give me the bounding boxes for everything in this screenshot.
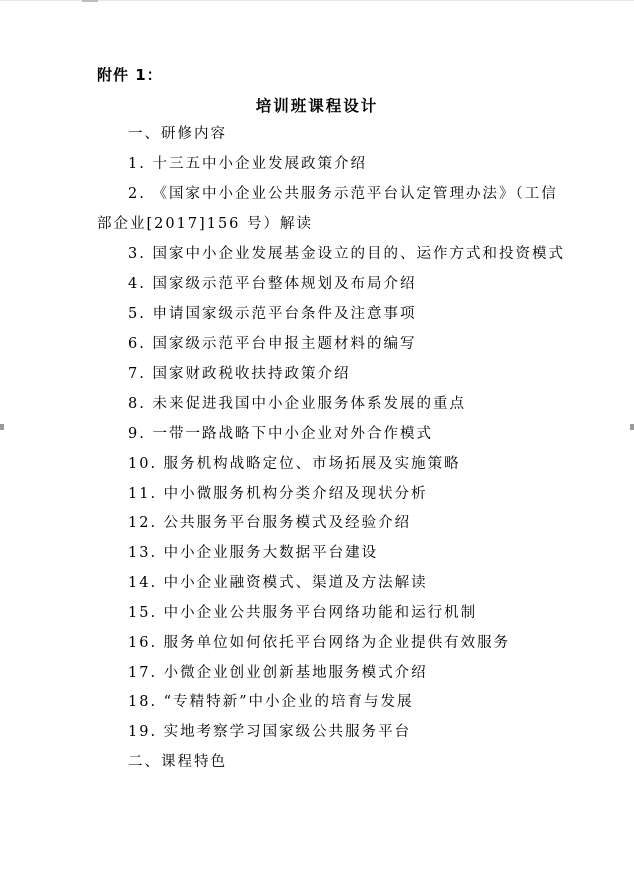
course-item: 1. 十三五中小企业发展政策介绍 <box>128 156 367 172</box>
course-item: 12. 公共服务平台服务模式及经验介绍 <box>128 515 412 531</box>
course-item: 15. 中小企业公共服务平台网络功能和运行机制 <box>128 605 478 621</box>
course-item: 10. 服务机构战略定位、市场拓展及实施策略 <box>128 456 461 472</box>
course-item: 4. 国家级示范平台整体规划及布局介绍 <box>128 276 417 292</box>
left-margin-marker <box>0 424 4 430</box>
course-item: 18. “专精特新”中小企业的培育与发展 <box>128 694 414 710</box>
course-item: 14. 中小企业融资模式、渠道及方法解读 <box>128 575 428 591</box>
right-margin-marker <box>630 424 634 430</box>
course-item: 11. 中小微服务机构分类介绍及现状分析 <box>128 486 428 502</box>
course-item: 17. 小微企业创业创新基地服务模式介绍 <box>128 665 428 681</box>
page-corner-mark-right <box>90 0 98 2</box>
course-item: 19. 实地考察学习国家级公共服务平台 <box>128 724 412 740</box>
course-item: 8. 未来促进我国中小企业服务体系发展的重点 <box>128 396 466 412</box>
page-title: 培训班课程设计 <box>255 97 379 115</box>
course-item: 6. 国家级示范平台申报主题材料的编写 <box>128 336 417 352</box>
course-item: 5. 申请国家级示范平台条件及注意事项 <box>128 306 417 322</box>
course-item: 16. 服务单位如何依托平台网络为企业提供有效服务 <box>128 635 511 651</box>
section-heading-content: 一、研修内容 <box>128 126 227 142</box>
page-corner-mark-left <box>82 0 90 2</box>
course-item: 3. 国家中小企业发展基金设立的目的、运作方式和投资模式 <box>128 246 565 262</box>
attachment-label: 附件 1： <box>97 66 163 84</box>
course-item: 13. 中小企业服务大数据平台建设 <box>128 545 379 561</box>
course-item: 7. 国家财政税收扶持政策介绍 <box>128 366 351 382</box>
course-item: 2. 《国家中小企业公共服务示范平台认定管理办法》（工信 <box>128 186 558 202</box>
course-item-continuation: 部企业[2017]156 号）解读 <box>97 216 313 232</box>
section-heading-features: 二、课程特色 <box>128 754 227 770</box>
course-item: 9. 一带一路战略下中小企业对外合作模式 <box>128 426 433 442</box>
